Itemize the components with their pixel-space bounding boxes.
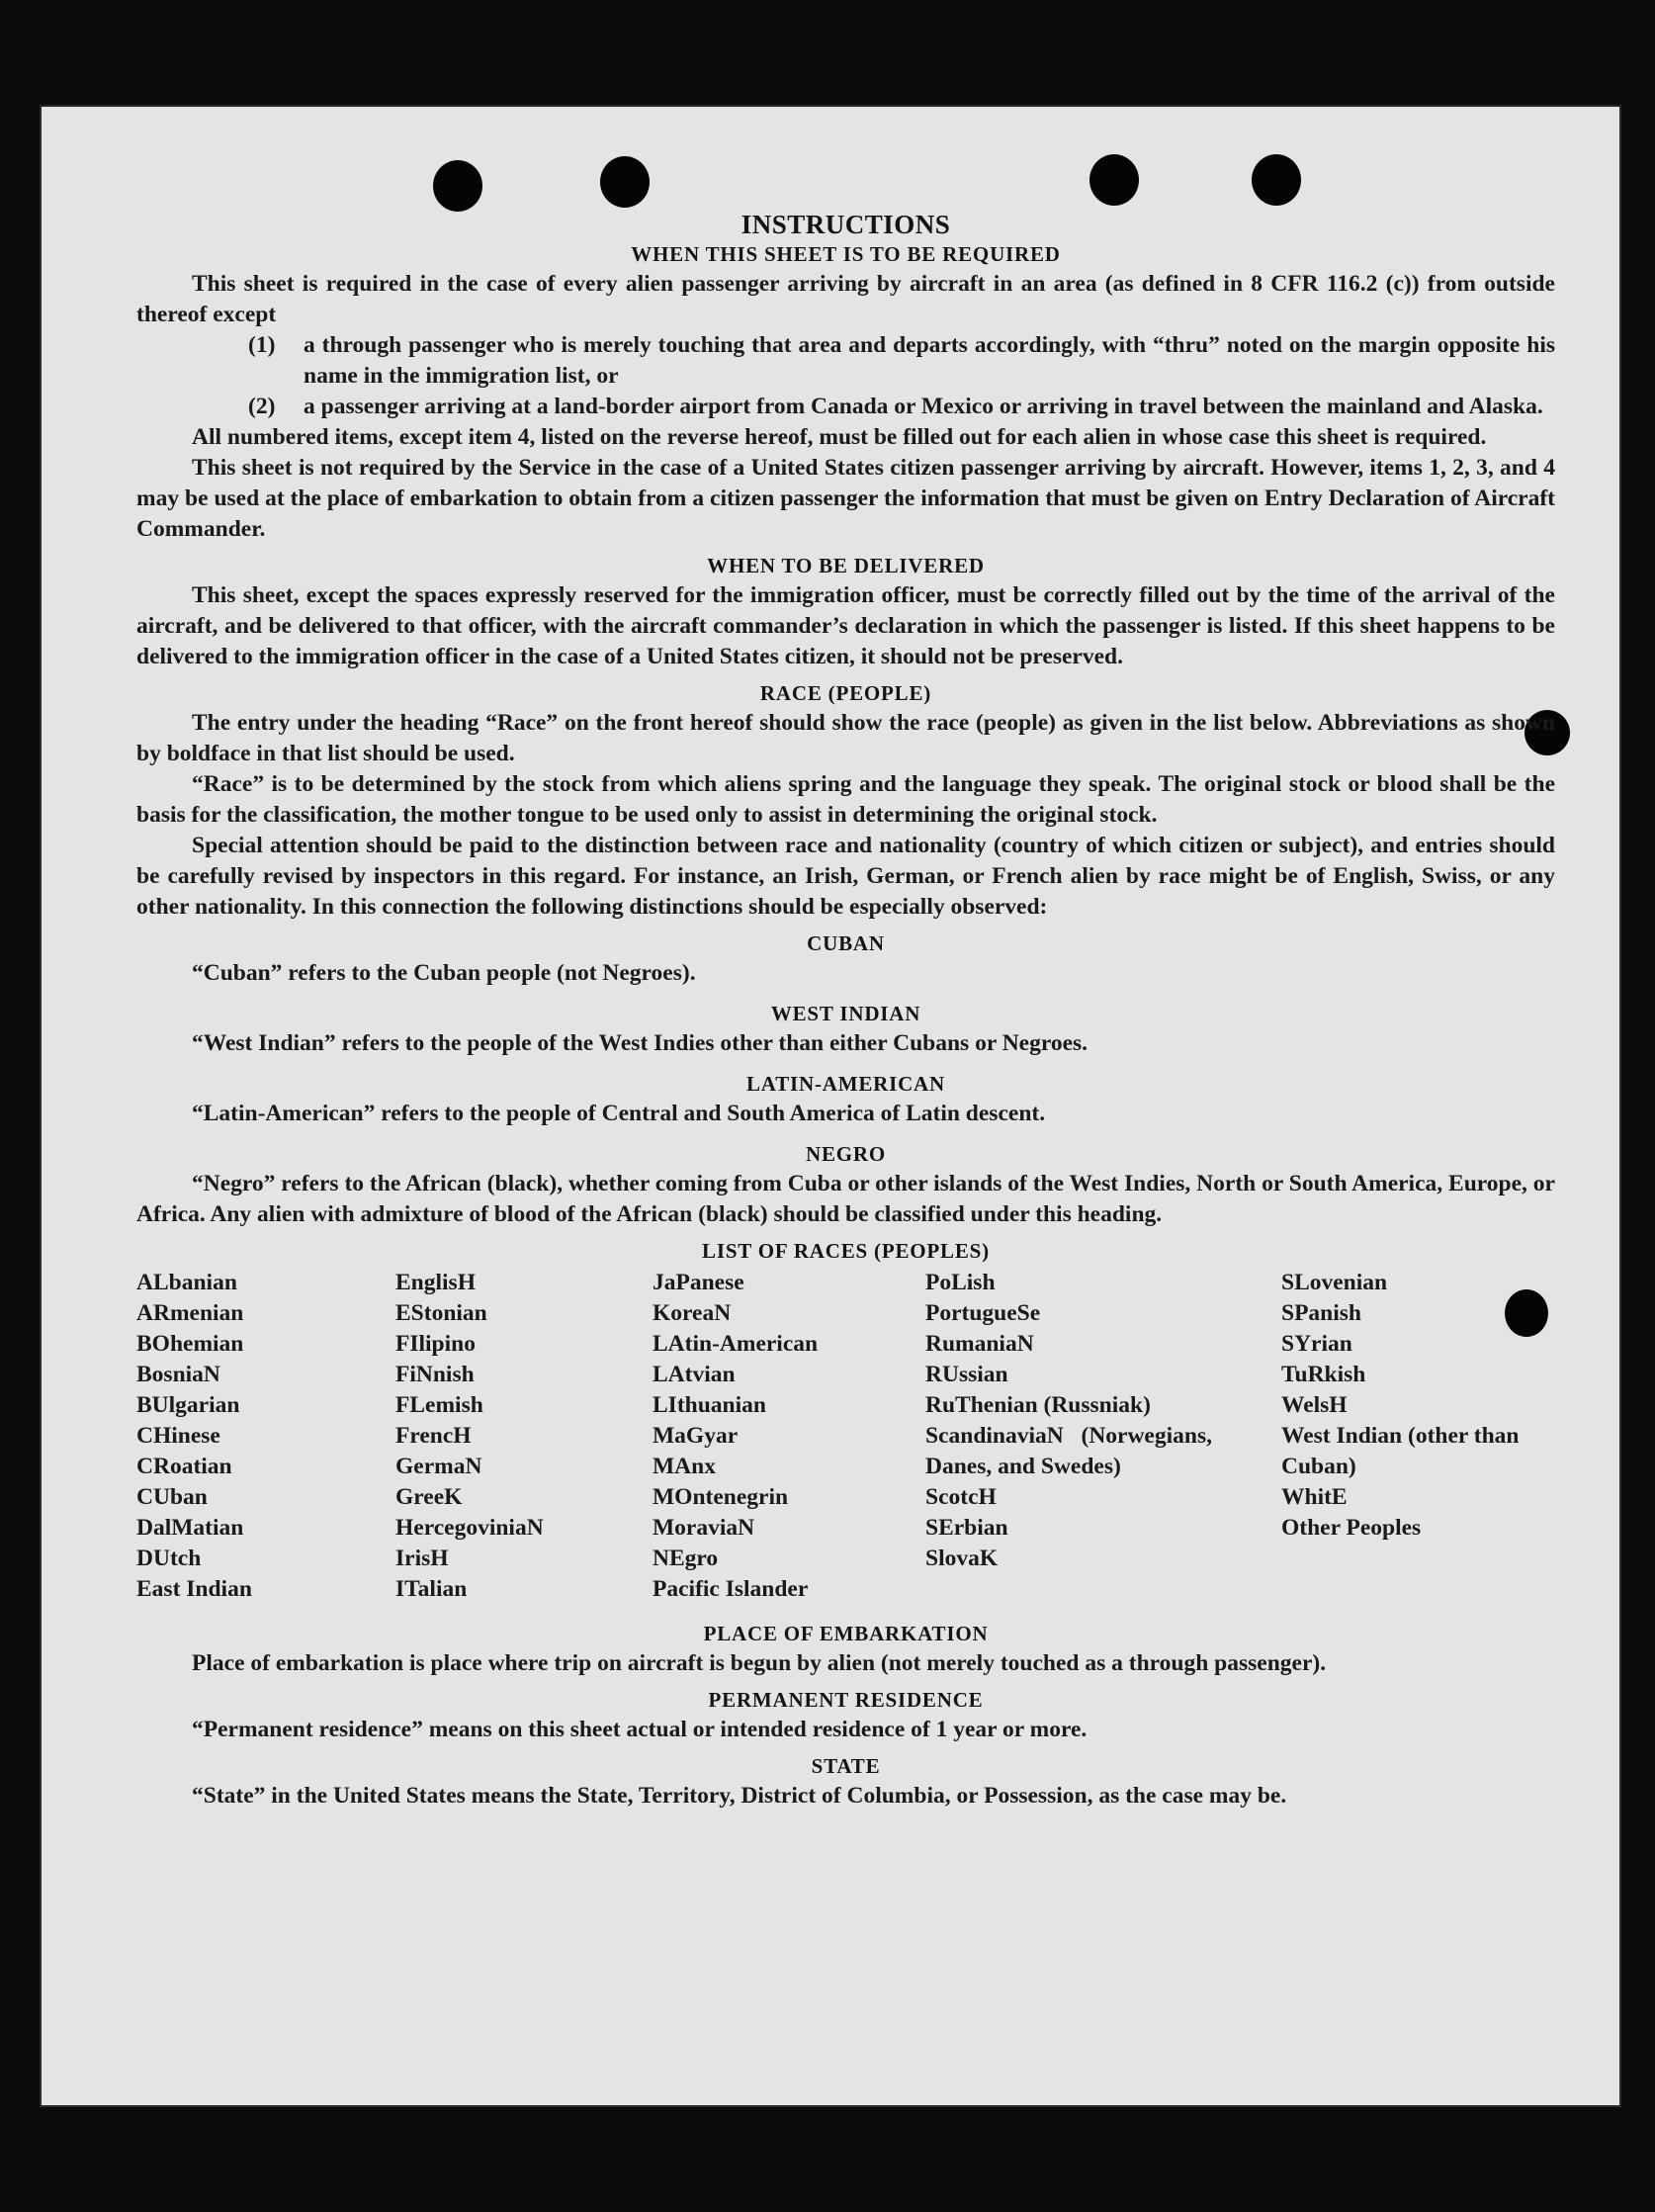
heading-west-indian: WEST INDIAN <box>770 1002 921 1025</box>
text-latin-american: “Latin-American” refers to the people of Central and South America of Latin descent. <box>192 1101 1046 1126</box>
instructions-body <box>136 210 1555 1812</box>
race-entry: MaGyar <box>653 1423 739 1449</box>
race-entry: SLovenian <box>1281 1270 1388 1295</box>
race-entry: Pacific Islander <box>653 1576 809 1602</box>
race-entry: SlovaK <box>925 1546 999 1571</box>
race-entry: DUtch <box>136 1546 202 1571</box>
race-entry: FIlipino <box>395 1331 476 1357</box>
race-entry: MoraviaN <box>653 1515 755 1541</box>
race-entry: BOhemian <box>136 1331 244 1357</box>
race-entry: RuThenian (Russniak) <box>925 1392 1151 1418</box>
race-entry: BUlgarian <box>136 1392 240 1418</box>
race-entry: LAtin-American <box>653 1331 819 1357</box>
race-entry: FrencH <box>395 1423 472 1449</box>
race-entry: CHinese <box>136 1423 220 1449</box>
race-entry: EnglisH <box>395 1270 476 1295</box>
text-cuban: “Cuban” refers to the Cuban people (not Negroes). <box>192 960 696 986</box>
punch-hole-4 <box>1252 154 1301 206</box>
race-entry: SYrian <box>1281 1331 1352 1357</box>
text-west-indian: “West Indian” refers to the people of the West Indies other than either Cubans or Negroes. <box>192 1030 1089 1056</box>
race-entry: JaPanese <box>653 1270 744 1295</box>
race-entry-scandinavian: ScandinaviaN (Norwegians, Danes, and Swedes) <box>925 1423 1212 1479</box>
race-entry: MAnx <box>653 1454 716 1479</box>
race-entry: WelsH <box>1281 1392 1348 1418</box>
race-entry: KoreaN <box>653 1300 732 1326</box>
exception-item-1 <box>136 330 1555 392</box>
race-entry: EStonian <box>395 1300 487 1326</box>
punch-hole-3 <box>1089 154 1139 206</box>
exception-item-2 <box>136 392 1555 422</box>
section-heading-race: RACE (PEOPLE) <box>759 681 932 705</box>
race-entry: East Indian <box>136 1576 252 1602</box>
heading-negro: NEGRO <box>805 1142 886 1166</box>
item-number: (1) <box>248 332 276 358</box>
item-text: a passenger arriving at a land-border airport from Canada or Mexico or arriving in travel between the mainland and Alaska. <box>304 394 1543 419</box>
item-text: a through passenger who is merely touching that area and departs accordingly, with “thru” noted on the margin opposite his name in the immigration list, or <box>304 332 1555 389</box>
text-state: “State” in the United States means the State, Territory, District of Columbia, or Possession, as the case may be. <box>192 1783 1287 1809</box>
race-entry: LIthuanian <box>653 1392 766 1418</box>
paragraph-delivered: This sheet, except the spaces expressly reserved for the immigration officer, must be correctly filled out by the time of the arrival of the aircraft, and be delivered to that officer, with the aircraft commander’s declaration in which the passenger is listed. If this sheet happens to be delivered to the immigration officer in the case of a United States citizen, it should not be preserved. <box>136 582 1555 669</box>
race-entry: TuRkish <box>1281 1362 1366 1387</box>
race-entry: WhitE <box>1281 1484 1348 1510</box>
races-column-2 <box>395 1268 653 1605</box>
punch-hole-2 <box>600 156 650 208</box>
paragraph-citizen: This sheet is not required by the Service in the case of a United States citizen passenger arriving by aircraft. However, items 1, 2, 3, and 4 may be used at the place of embarkation to obtain from a citizen passenger the information that must be given on Entry Declaration of Aircraft Commander. <box>136 455 1555 542</box>
paragraph-race-2: “Race” is to be determined by the stock from which aliens spring and the language they speak. The original stock or blood shall be the basis for the classification, the mother tongue to be used only to assist in determining the original stock. <box>136 771 1555 828</box>
race-entry: ALbanian <box>136 1270 237 1295</box>
race-entry: NEgro <box>653 1546 719 1571</box>
race-entry: GreeK <box>395 1484 463 1510</box>
section-heading-required: WHEN THIS SHEET IS TO BE REQUIRED <box>631 242 1061 266</box>
race-entry-west-indian: West Indian (other than Cuban) <box>1281 1423 1520 1479</box>
race-entry: LAtvian <box>653 1362 736 1387</box>
race-entry: RumaniaN <box>925 1331 1034 1357</box>
item-number: (2) <box>248 394 276 419</box>
races-column-5 <box>1281 1268 1555 1605</box>
paragraph-numbered-items: All numbered items, except item 4, listed on the reverse hereof, must be filled out for each alien in whose case this sheet is required. <box>192 424 1487 450</box>
document-sheet <box>40 105 1621 2107</box>
race-entry: CUban <box>136 1484 208 1510</box>
heading-list-of-races: LIST OF RACES (PEOPLES) <box>702 1239 990 1263</box>
race-entry: BosniaN <box>136 1362 220 1387</box>
race-entry: FiNnish <box>395 1362 475 1387</box>
race-entry: CRoatian <box>136 1454 232 1479</box>
races-column-4 <box>925 1268 1281 1605</box>
race-entry: ScotcH <box>925 1484 997 1510</box>
section-heading-delivered: WHEN TO BE DELIVERED <box>707 554 985 577</box>
race-entry: Other Peoples <box>1281 1515 1422 1541</box>
heading-cuban: CUBAN <box>807 931 885 955</box>
race-entry: SErbian <box>925 1515 1008 1541</box>
races-column-3 <box>653 1268 925 1605</box>
heading-state: STATE <box>811 1754 881 1778</box>
race-entry: IrisH <box>395 1546 449 1571</box>
race-entry: GermaN <box>395 1454 482 1479</box>
race-entry: HercegoviniaN <box>395 1515 544 1541</box>
paragraph-race-3: Special attention should be paid to the distinction between race and nationality (country of which citizen or subject), and entries should be carefully revised by inspectors in this regard. For instance, an Irish, German, or French alien by race might be of English, Swiss, or any other nationality. In this connection the following distinctions should be especially observed: <box>136 833 1555 920</box>
text-negro: “Negro” refers to the African (black), whether coming from Cuba or other islands of the West Indies, North or South America, Europe, or Africa. Any alien with admixture of blood of the African (black) should be classified under this heading. <box>136 1171 1555 1227</box>
race-entry: PortugueSe <box>925 1300 1041 1326</box>
races-column-1 <box>136 1268 395 1605</box>
race-entry: SPanish <box>1281 1300 1361 1326</box>
heading-latin-american: LATIN-AMERICAN <box>746 1072 945 1096</box>
text-place-of-embarkation: Place of embarkation is place where trip on aircraft is begun by alien (not merely touched as a through passenger). <box>192 1650 1327 1676</box>
race-entry: FLemish <box>395 1392 483 1418</box>
page-title: INSTRUCTIONS <box>740 210 951 239</box>
heading-permanent-residence: PERMANENT RESIDENCE <box>708 1688 984 1712</box>
races-list <box>136 1268 1555 1605</box>
race-entry: PoLish <box>925 1270 996 1295</box>
race-entry: RUssian <box>925 1362 1008 1387</box>
race-entry: ARmenian <box>136 1300 244 1326</box>
race-entry: DalMatian <box>136 1515 244 1541</box>
text-permanent-residence: “Permanent residence” means on this sheet actual or intended residence of 1 year or more. <box>192 1717 1088 1742</box>
paragraph-race-1: The entry under the heading “Race” on the front hereof should show the race (people) as given in the list below. Abbreviations as shown by boldface in that list should be used. <box>136 710 1555 766</box>
race-entry: MOntenegrin <box>653 1484 789 1510</box>
race-entry: ITalian <box>395 1576 468 1602</box>
heading-place-of-embarkation: PLACE OF EMBARKATION <box>703 1622 989 1645</box>
paragraph-required: This sheet is required in the case of every alien passenger arriving by aircraft in an area (as defined in 8 CFR 116.2 (c)) from outside thereof except <box>136 271 1555 327</box>
punch-hole-1 <box>433 160 482 212</box>
